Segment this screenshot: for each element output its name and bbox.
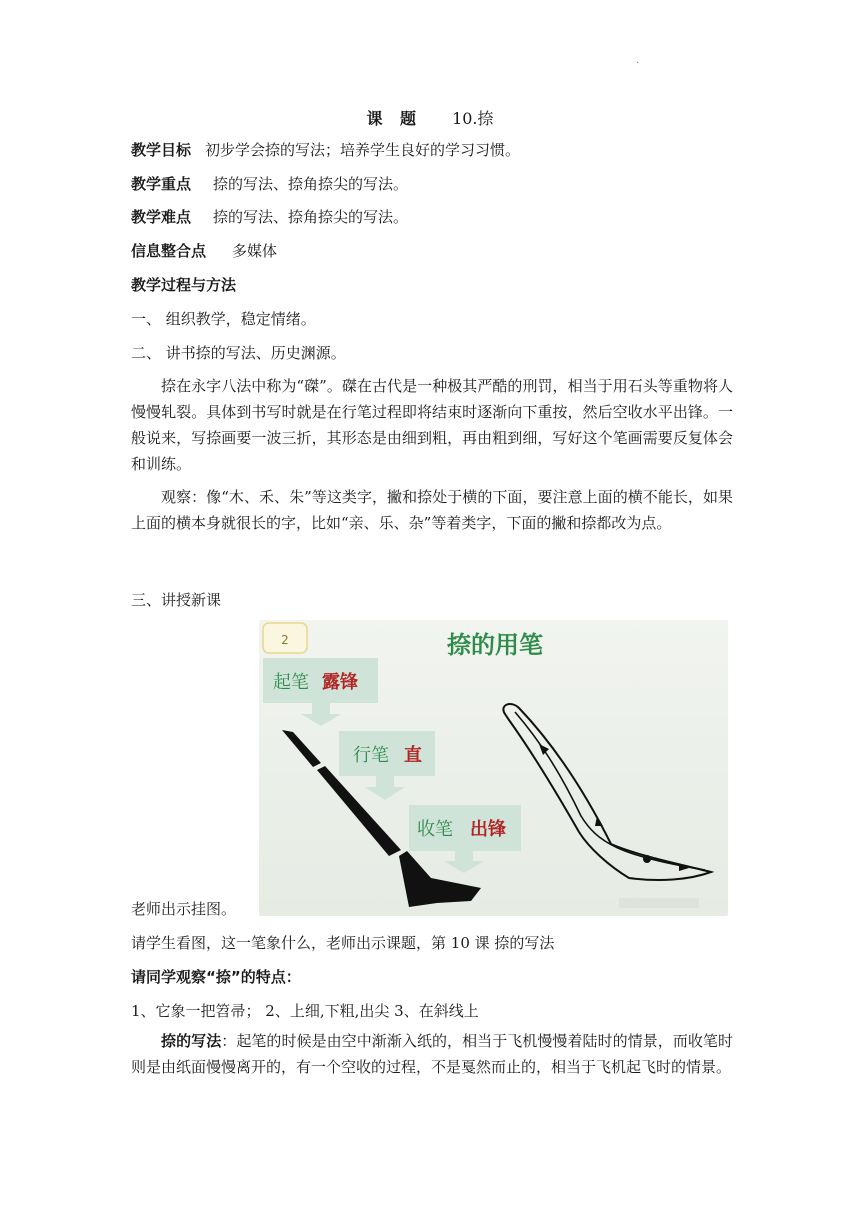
box-end-label: 收笔 [417,819,453,840]
lesson-label: 课 题 [366,109,423,128]
lesson-title [0,106,860,129]
step-2: 二、 讲书捺的写法、历史渊源。 [131,344,346,362]
page-number: 2 [281,633,289,647]
figure-caption: 老师出示挂图。 [131,900,237,918]
box-move-value: 直 [404,745,422,766]
stroke-chart-svg [259,620,728,916]
meta-label: 教学重点 [131,175,192,193]
history-paragraph [131,373,733,477]
ask-line: 请学生看图，这一笔象什么，老师出示课题，第 10 课 捺的写法 [131,934,555,952]
corner-mark: · [636,58,640,69]
method-paragraph [131,1028,733,1080]
method-text: ：起笔的时候是由空中渐渐入纸的，相当于飞机慢慢着陆时的情景，而收笔时则是由纸面慢慢离开的，有一个空收的过程，不是戛然而止的，相当于飞机起飞时的情景。 [131,1032,733,1076]
meta-value: 捺的写法、捺角捺尖的写法。 [213,175,409,193]
blur-mark [619,898,699,908]
observe-paragraph [131,484,733,536]
box-move-label: 行笔 [353,745,389,766]
meta-difficulty [131,207,408,227]
path-dot [643,855,651,863]
box-start-value: 露锋 [322,672,358,693]
step-3: 三、讲授新课 [131,591,222,609]
box-end-value: 出锋 [470,819,506,840]
meta-integration [131,241,277,261]
observe-heading: 请同学观察“捺”的特点： [131,968,301,986]
meta-value: 多媒体 [232,242,278,260]
history-text: 捺在永字八法中称为“磔”。磔在古代是一种极其严酷的刑罚，相当于用石头等重物将人慢慢轧裂。具体到书写时就是在行笔过程即将结束时逐渐向下重按，然后空收水平出锋。一般说来，写捺画要一波三折，其形态是由细到粗，再由粗到细，写好这个笔画需要反复体会和训练。 [131,377,733,473]
meta-goal [131,140,520,160]
lesson-name: 10.捺 [452,109,494,128]
meta-value: 捺的写法、捺角捺尖的写法。 [213,208,409,226]
chart-title: 捺的用笔 [447,631,543,659]
meta-label: 信息整合点 [131,242,207,260]
meta-value: 初步学会捺的写法；培养学生良好的学习习惯。 [205,141,521,159]
box-start-label: 起笔 [273,672,309,693]
features-line: 1、它象一把笤帚； 2、上细,下粗,出尖 3、在斜线上 [131,1002,479,1020]
process-heading: 教学过程与方法 [131,276,237,294]
method-label: 捺的写法 [161,1032,222,1050]
meta-label: 教学目标 [131,141,192,159]
meta-label: 教学难点 [131,208,192,226]
meta-focus [131,174,408,194]
step-1: 一、 组织教学，稳定情绪。 [131,310,316,328]
observe-text: 观察：像“木、禾、朱”等这类字，撇和捺处于横的下面，要注意上面的横不能长，如果上面的横本身就很长的字，比如“亲、乐、杂”等着类字，下面的撇和捺都改为点。 [131,488,733,532]
stroke-chart-image [259,620,728,916]
